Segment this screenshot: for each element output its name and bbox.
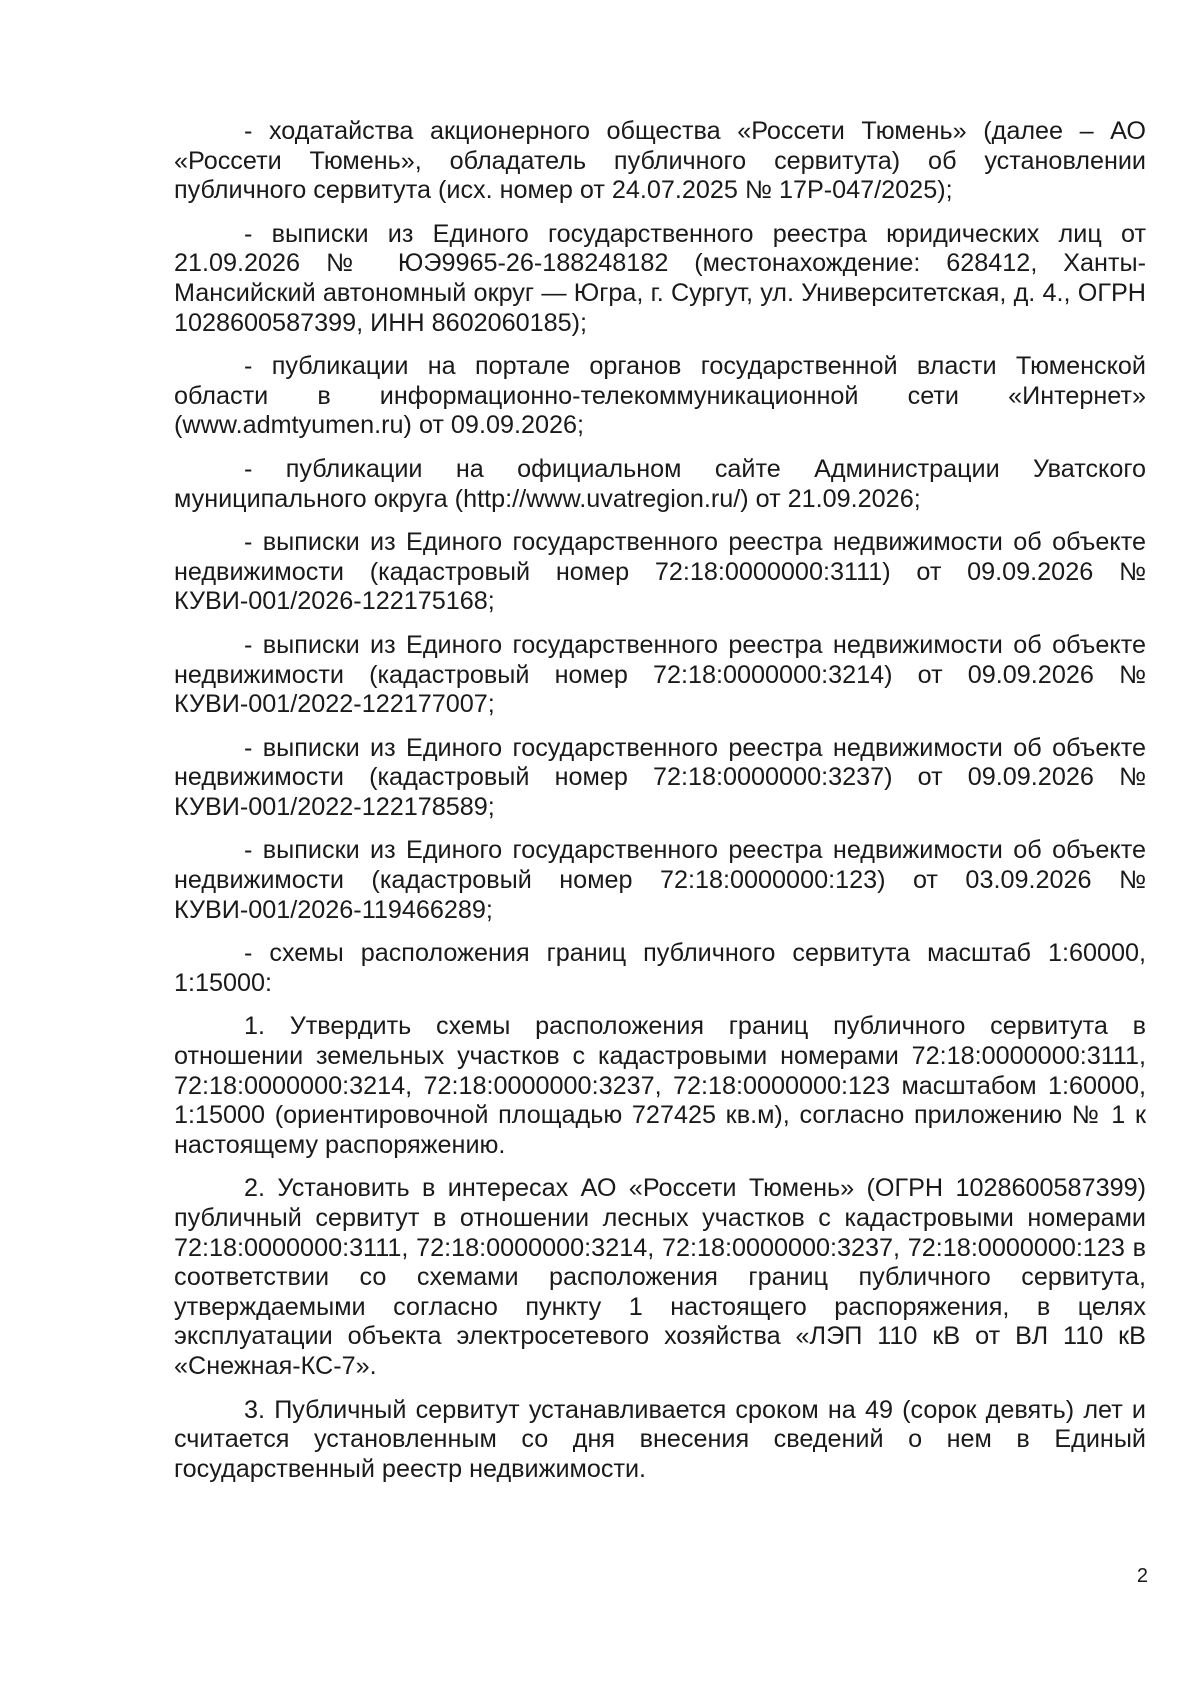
paragraph-petition: - ходатайства акционерного общества «Россети Тюмень» (далее – АО «Россети Тюмень», обладатель публичного сервитута) об установлении публичного сервитута (исх. номер от 24.07.2025 № 17Р-047/2025); (174, 117, 1146, 205)
paragraph-egrn-extract-123: - выписки из Единого государственного реестра недвижимости об объекте недвижимости (кадастровый номер 72:18:0000000:123) от 03.09.2026 № КУВИ-001/2026-119466289; (174, 836, 1146, 924)
paragraph-item-1: 1. Утвердить схемы расположения границ публичного сервитута в отношении земельных участков с кадастровыми номерами 72:18:0000000:3111, 72:18:0000000:3214, 72:18:0000000:3237, 72:18:0000000:123 масштабом 1:60000, 1:15000 (ориентировочной площадью 727425 кв.м), согласно приложению № 1 к настоящему распоряжению. (174, 1012, 1146, 1159)
paragraph-egrn-extract-3214: - выписки из Единого государственного реестра недвижимости об объекте недвижимости (кадастровый номер 72:18:0000000:3214) от 09.09.2026 № КУВИ-001/2022-122177007; (174, 630, 1146, 719)
paragraph-item-2: 2. Установить в интересах АО «Россети Тюмень» (ОГРН 1028600587399) публичный сервитут в отношении лесных участков с кадастровыми номерами 72:18:0000000:3111, 72:18:0000000:3214, 72:18:0000000:3237, 72:18:0000000:123 в соответствии со схемами расположения границ публичного сервитута, утверждаемыми согласно пункту 1 настоящего распоряжения, в целях эксплуатации объекта электросетевого хозяйства «ЛЭП 110 кВ от ВЛ 110 кВ «Снежная-КС-7». (174, 1174, 1146, 1380)
paragraph-egrul-extract: - выписки из Единого государственного реестра юридических лиц от 21.09.2026 № ЮЭ9965-26-188248182 (местонахождение: 628412, Ханты-Мансийский автономный округ — Югра, г. Сургут, ул. Университетская, д. 4., ОГРН 1028600587399, ИНН 8602060185); (174, 219, 1146, 337)
paragraph-item-3: 3. Публичный сервитут устанавливается сроком на 49 (сорок девять) лет и считается установленным со дня внесения сведений о нем в Единый государственный реестр недвижимости. (174, 1395, 1146, 1483)
paragraph-regional-portal-publication: - публикации на портале органов государственной власти Тюменской области в информационно-телекоммуникационной сети «Интернет» (www.admtyumen.ru) от 09.09.2026; (174, 352, 1146, 440)
document-body (174, 117, 1146, 1498)
paragraph-egrn-extract-3237: - выписки из Единого государственного реестра недвижимости об объекте недвижимости (кадастровый номер 72:18:0000000:3237) от 09.09.2026 № КУВИ-001/2022-122178589; (174, 733, 1146, 821)
paragraph-district-site-publication: - публикации на официальном сайте Администрации Уватского муниципального округа (http://www.uvatregion.ru/) от 21.09.2026; (174, 454, 1146, 513)
paragraph-boundary-schemes: - схемы расположения границ публичного сервитута масштаб 1:60000, 1:15000: (174, 939, 1146, 997)
page-number: 2 (1136, 1565, 1148, 1587)
paragraph-egrn-extract-3111: - выписки из Единого государственного реестра недвижимости об объекте недвижимости (кадастровый номер 72:18:0000000:3111) от 09.09.2026 № КУВИ-001/2026-122175168; (174, 528, 1146, 616)
